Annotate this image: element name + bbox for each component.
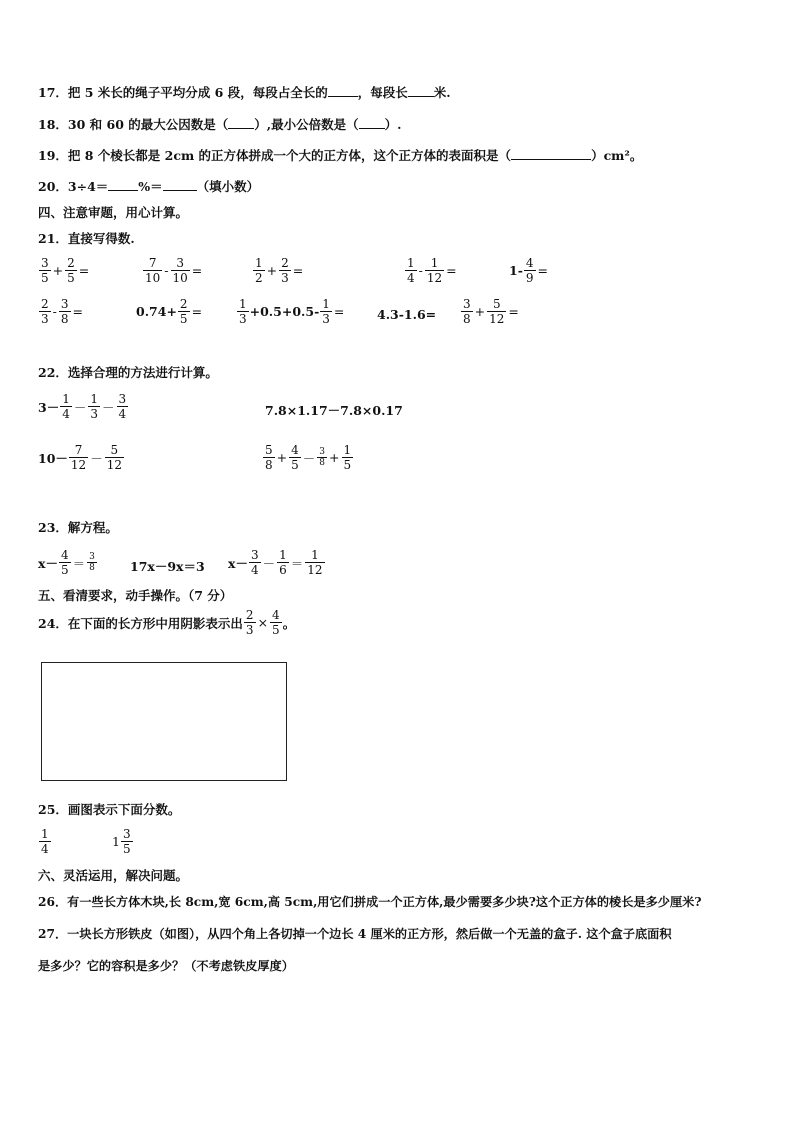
fraction: $\frac{1}{6}$: [279, 548, 287, 577]
fraction: $\frac{5}{12}$: [106, 443, 122, 472]
question-25: 25．画图表示下面分数。: [38, 802, 181, 817]
expression: 4.3-1.6=: [377, 307, 437, 322]
question-18: 18．30 和 60 的最大公因数是（ ）,最小公倍数是（ ）.: [38, 117, 402, 132]
answer-blank[interactable]: [511, 147, 591, 160]
answer-blank[interactable]: [328, 84, 358, 97]
expression: 17x－9x＝3: [130, 559, 205, 574]
expression: $\frac{3}{8}$ + $\frac{5}{12}$ =: [463, 297, 519, 326]
section-6-heading: 六、灵活运用，解决问题。: [38, 868, 189, 883]
question-27-line-2: 是多少？它的容积是多少？（不考虑铁皮厚度）: [38, 959, 294, 973]
fraction: $\frac{3}{5}$: [122, 827, 131, 856]
expression: $\frac{7}{10}$ - $\frac{3}{10}$ =: [145, 256, 203, 285]
question-21: 21．直接写得数.: [38, 231, 135, 246]
fraction: $\frac{3}{8}$: [319, 447, 326, 468]
question-23: 23．解方程。: [38, 520, 118, 535]
drawing-rectangle[interactable]: [41, 662, 287, 781]
expression: $\frac{1}{3}$ +0.5+0.5- $\frac{1}{3}$ =: [239, 297, 345, 326]
fraction: $\frac{4}{5}$: [272, 608, 280, 637]
question-24: 24． 在下面的长方形中用阴影表示出 $\frac{2}{3}$ × $\frac{4}{5}$ 。: [38, 608, 296, 637]
fraction: $\frac{7}{12}$: [70, 443, 87, 472]
answer-blank[interactable]: [359, 116, 385, 129]
fraction: $\frac{3}{4}$: [250, 548, 259, 577]
question-27-line-1: 27．一块长方形铁皮（如图），从四个角上各切掉一个边长 4 厘米的正方形，然后做一个无盖的盒子. 这个盒子底面积: [38, 927, 672, 941]
question-22: 22．选择合理的方法进行计算。: [38, 365, 218, 380]
fraction: $\frac{2}{3}$: [245, 608, 254, 637]
fraction: $\frac{3}{8}$: [60, 297, 69, 326]
expression: 10－ $\frac{7}{12}$ － $\frac{5}{12}$: [38, 443, 122, 472]
fraction: $\frac{5}{12}$: [489, 297, 505, 326]
mixed-number: 1 $\frac{3}{5}$: [112, 827, 131, 856]
fraction: $\frac{2}{5}$: [67, 256, 75, 285]
fraction: $\frac{4}{5}$: [291, 443, 299, 472]
expression: 1- $\frac{4}{9}$ =: [509, 256, 549, 285]
expression: $\frac{3}{5}$ + $\frac{2}{5}$ =: [41, 256, 90, 285]
expression: $\frac{1}{4}$ - $\frac{1}{12}$ =: [407, 256, 457, 285]
expression: 7.8×1.17－7.8×0.17: [265, 403, 403, 418]
fraction: $\frac{1}{4}$: [41, 827, 49, 856]
answer-blank[interactable]: [163, 178, 197, 191]
fraction: $\frac{2}{5}$: [179, 297, 188, 326]
fraction: $\frac{1}{12}$: [426, 256, 443, 285]
question-26: 26．有一些长方体木块,长 8cm,宽 6cm,高 5cm,用它们拼成一个正方体,最少需要多少块?这个正方体的棱长是多少厘米?: [38, 895, 702, 909]
question-17: 17．把 5 米长的绳子平均分成 6 段，每段占全长的 ，每段长 米.: [38, 85, 451, 100]
fraction: $\frac{1}{3}$: [90, 392, 98, 421]
fraction: $\frac{2}{3}$: [281, 256, 289, 285]
question-19: 19．把 8 个棱长都是 2cm 的正方体拼成一个大的正方体，这个正方体的表面积是（ ）cm²。: [38, 148, 643, 163]
expression: x－ $\frac{3}{4}$ － $\frac{1}{6}$ ＝ $\frac{1}{12}$: [228, 548, 323, 577]
question-20: 20．3÷4＝ %＝ （填小数）: [38, 179, 260, 194]
answer-blank[interactable]: [408, 84, 434, 97]
expression: $\frac{1}{2}$ + $\frac{2}{3}$ =: [255, 256, 304, 285]
fraction: $\frac{1}{12}$: [307, 548, 323, 577]
fraction: $\frac{1}{5}$: [343, 443, 352, 472]
answer-blank[interactable]: [108, 178, 138, 191]
fraction: $\frac{5}{8}$: [265, 443, 273, 472]
fraction: $\frac{3}{5}$: [41, 256, 49, 285]
fraction: $\frac{1}{3}$: [322, 297, 330, 326]
fraction: $\frac{4}{9}$: [525, 256, 534, 285]
expression: 3－ $\frac{1}{4}$ － $\frac{1}{3}$ － $\frac{3}{4}$: [38, 392, 127, 421]
fraction: $\frac{3}{4}$: [118, 392, 127, 421]
fraction: $\frac{3}{10}$: [172, 256, 188, 285]
expression: $\frac{5}{8}$ + $\frac{4}{5}$ － $\frac{3}{8}$ + $\frac{1}{5}$: [265, 443, 352, 472]
fraction: $\frac{1}{3}$: [239, 297, 247, 326]
expression: 0.74+ $\frac{2}{5}$ =: [136, 297, 203, 326]
section-5-heading: 五、看清要求，动手操作。（7 分）: [38, 588, 233, 603]
answer-blank[interactable]: [228, 116, 254, 129]
fraction: $\frac{3}{8}$: [89, 552, 95, 573]
fraction-one-quarter: [38, 827, 52, 856]
expression: x－ $\frac{4}{5}$ ＝ $\frac{3}{8}$: [38, 548, 95, 577]
fraction: $\frac{2}{3}$: [41, 297, 49, 326]
fraction: $\frac{1}{2}$: [255, 256, 263, 285]
fraction: $\frac{1}{4}$: [407, 256, 415, 285]
expression: $\frac{2}{3}$ - $\frac{3}{8}$ =: [41, 297, 83, 326]
fraction: $\frac{1}{4}$: [62, 392, 70, 421]
fraction: $\frac{3}{8}$: [463, 297, 471, 326]
fraction: $\frac{7}{10}$: [145, 256, 161, 285]
section-4-heading: 四、注意审题，用心计算。: [38, 205, 189, 220]
fraction: $\frac{4}{5}$: [60, 548, 69, 577]
